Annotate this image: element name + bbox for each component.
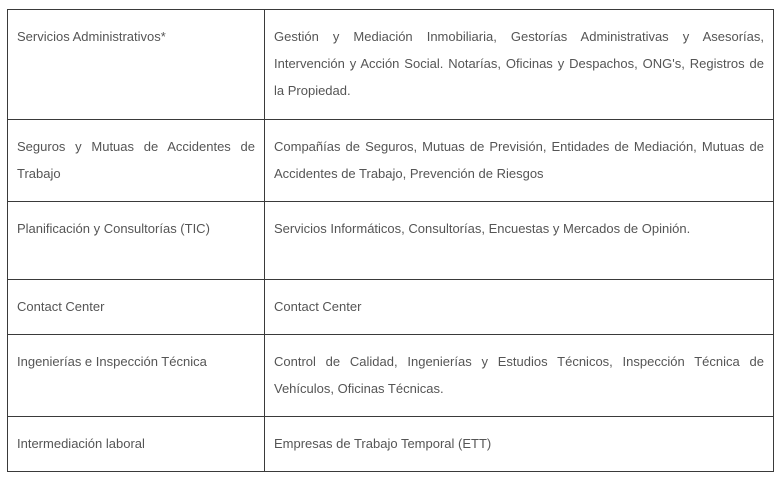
table-row (8, 10, 774, 120)
table-row (8, 120, 774, 202)
sector-cell: Intermediación laboral (8, 417, 265, 472)
activities-cell: Empresas de Trabajo Temporal (ETT) (265, 417, 774, 472)
table-row (8, 202, 774, 280)
activities-cell: Contact Center (265, 280, 774, 335)
sector-cell: Planificación y Consultorías (TIC) (8, 202, 265, 280)
activities-cell: Compañías de Seguros, Mutuas de Previsión, Entidades de Mediación, Mutuas de Accidentes de Trabajo, Prevención de Riesgos (265, 120, 774, 202)
sector-cell: Servicios Administrativos* (8, 10, 265, 120)
sector-cell: Ingenierías e Inspección Técnica (8, 335, 265, 417)
sectors-table (7, 9, 774, 472)
sector-cell: Contact Center (8, 280, 265, 335)
table-row (8, 335, 774, 417)
activities-cell: Servicios Informáticos, Consultorías, Encuestas y Mercados de Opinión. (265, 202, 774, 280)
table-row (8, 280, 774, 335)
activities-cell: Control de Calidad, Ingenierías y Estudios Técnicos, Inspección Técnica de Vehículos, Oficinas Técnicas. (265, 335, 774, 417)
table-row (8, 417, 774, 472)
activities-cell: Gestión y Mediación Inmobiliaria, Gestorías Administrativas y Asesorías, Intervención y Acción Social. Notarías, Oficinas y Despachos, ONG's, Registros de la Propiedad. (265, 10, 774, 120)
sector-cell: Seguros y Mutuas de Accidentes de Trabajo (8, 120, 265, 202)
